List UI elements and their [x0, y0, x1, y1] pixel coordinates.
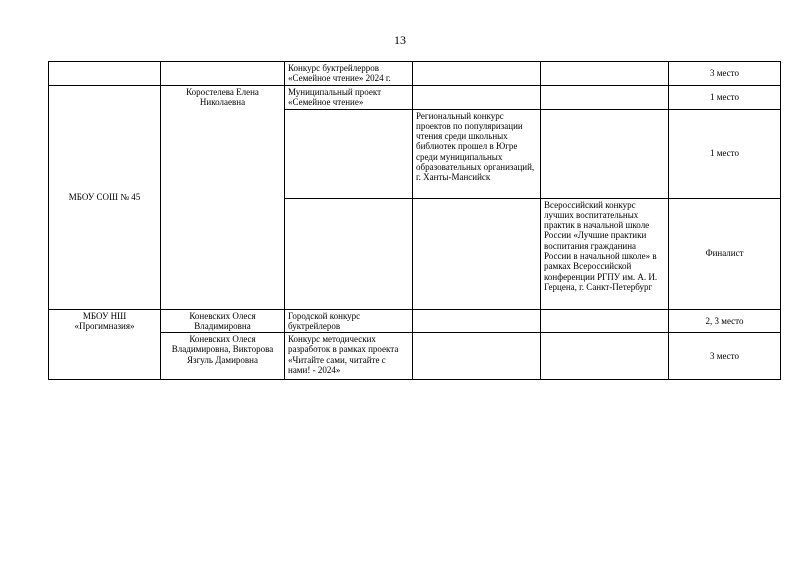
federal-cell: [541, 86, 669, 110]
municipal-cell: Конкурс методических разработок в рамках проекта «Читайте сами, читайте с нами! - 2024»: [285, 333, 413, 380]
municipal-cell: Муниципальный проект «Семейное чтение»: [285, 86, 413, 110]
page-number: 13: [394, 33, 406, 47]
regional-cell: Региональный конкурс проектов по популяризации чтения среди школьных библиотек прошел в Югре среди муниципальных образовательных организаций, г. Ханты-Мансийск: [413, 109, 541, 198]
regional-cell: [413, 333, 541, 380]
org-cell: МБОУ НШ «Прогимназия»: [49, 309, 161, 380]
person-cell: Коневских Олеся Владимировна, Викторова Язгуль Дамировна: [161, 333, 285, 380]
regional-cell: [413, 309, 541, 333]
org-cell: [49, 62, 161, 86]
federal-cell: [541, 333, 669, 380]
table-row: [49, 309, 781, 333]
municipal-cell: Конкурс буктрейлерров «Семейное чтение» 2024 г.: [285, 62, 413, 86]
municipal-cell: [285, 198, 413, 309]
awards-table: [48, 61, 781, 380]
person-cell: [161, 62, 285, 86]
result-cell: 1 место: [669, 86, 781, 110]
municipal-cell: [285, 109, 413, 198]
regional-cell: [413, 198, 541, 309]
result-cell: 3 место: [669, 62, 781, 86]
person-cell: Коневских Олеся Владимировна: [161, 309, 285, 333]
federal-cell: [541, 109, 669, 198]
federal-cell: Всероссийский конкурс лучших воспитательных практик в начальной школе России «Лучшие практики воспитания гражданина России в начальной школе» в рамках Всероссийской конференции РГПУ им. А. И. Герцена, г. Санкт-Петербург: [541, 198, 669, 309]
federal-cell: [541, 62, 669, 86]
table-row: [49, 62, 781, 86]
result-cell: 3 место: [669, 333, 781, 380]
regional-cell: [413, 62, 541, 86]
table-row: [49, 86, 781, 110]
result-cell: 2, 3 место: [669, 309, 781, 333]
result-cell: Финалист: [669, 198, 781, 309]
person-cell: Коростелева Елена Николаевна: [161, 86, 285, 310]
result-cell: 1 место: [669, 109, 781, 198]
federal-cell: [541, 309, 669, 333]
regional-cell: [413, 86, 541, 110]
org-cell: МБОУ СОШ № 45: [49, 86, 161, 310]
municipal-cell: Городской конкурс буктрейлеров: [285, 309, 413, 333]
